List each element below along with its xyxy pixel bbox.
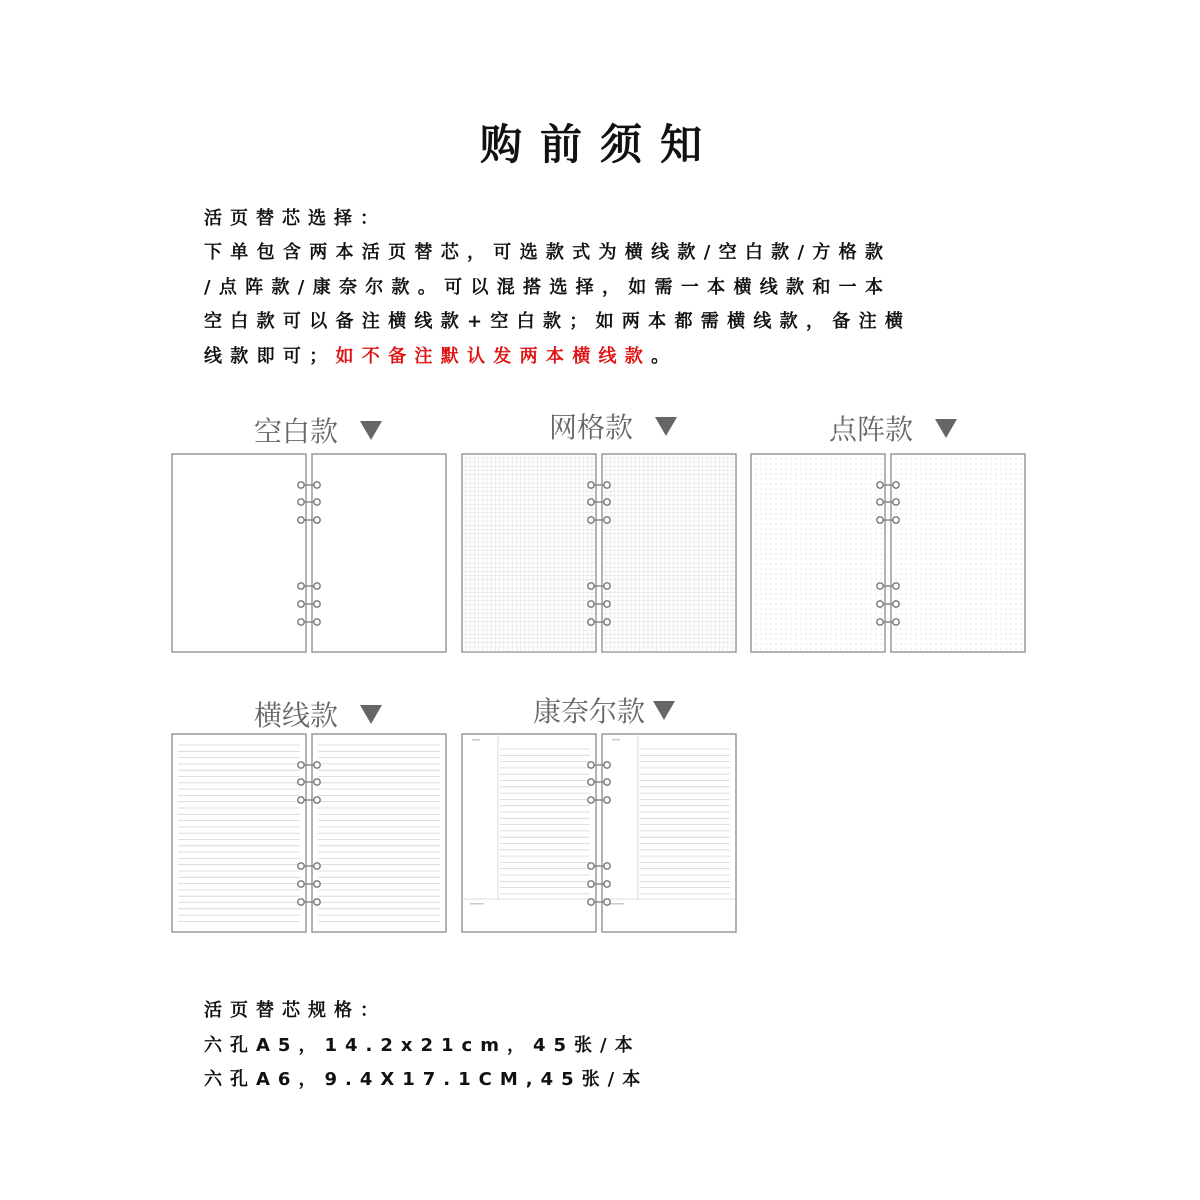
style-name: 康奈尔款 xyxy=(533,695,646,728)
refill-choice-text xyxy=(204,236,964,374)
binder-ring xyxy=(588,797,594,803)
left-page xyxy=(462,734,596,932)
binder-ring xyxy=(588,583,594,589)
binder-ring xyxy=(298,779,304,785)
style-caption-grid xyxy=(549,406,677,446)
binder-ring xyxy=(298,601,304,607)
binder-ring xyxy=(604,583,610,589)
binder-ring xyxy=(604,881,610,887)
refill-choice-line: 空白款可以备注横线款+空白款；如两本都需横线款，备注横 xyxy=(204,311,912,332)
down-triangle-icon xyxy=(655,417,677,436)
binder-ring xyxy=(604,779,610,785)
binder-ring xyxy=(604,601,610,607)
binder-ring xyxy=(893,499,899,505)
binder-ring xyxy=(314,499,320,505)
binder-ring xyxy=(588,482,594,488)
binder-ring xyxy=(298,881,304,887)
binder-ring xyxy=(588,517,594,523)
down-triangle-icon xyxy=(653,701,675,720)
blank-refill-preview xyxy=(171,453,447,653)
style-name: 网格款 xyxy=(549,411,634,444)
binder-ring xyxy=(604,797,610,803)
down-triangle-icon xyxy=(935,419,957,438)
binder-ring xyxy=(893,517,899,523)
spec-a5: 六孔A5，14.2x21cm，45张/本 xyxy=(204,1035,641,1056)
binder-ring xyxy=(604,499,610,505)
binder-ring xyxy=(298,863,304,869)
binder-ring xyxy=(877,517,883,523)
down-triangle-icon xyxy=(360,421,382,440)
binder-ring xyxy=(588,619,594,625)
style-caption-blank xyxy=(254,410,382,450)
page-pattern xyxy=(463,455,595,651)
binder-ring xyxy=(893,619,899,625)
refill-choice-last-line xyxy=(204,340,964,375)
refill-choice-label: 活页替芯选择： xyxy=(204,208,386,229)
binder-ring xyxy=(588,881,594,887)
binder-ring xyxy=(298,899,304,905)
binder-ring xyxy=(877,601,883,607)
binder-ring xyxy=(314,797,320,803)
binder-ring xyxy=(314,881,320,887)
refill-choice-ending: 。 xyxy=(651,345,678,367)
page-title: 购前须知 xyxy=(479,120,720,169)
binder-ring xyxy=(314,762,320,768)
binder-ring xyxy=(588,863,594,869)
binder-ring xyxy=(314,517,320,523)
binder-ring xyxy=(588,899,594,905)
binder-ring xyxy=(314,779,320,785)
binder-ring xyxy=(604,619,610,625)
style-caption-lined xyxy=(254,694,382,734)
style-name: 点阵款 xyxy=(829,413,914,446)
binder-ring xyxy=(314,601,320,607)
binder-ring xyxy=(604,899,610,905)
page-pattern xyxy=(603,455,735,651)
binder-ring xyxy=(588,779,594,785)
spec-a6: 六孔A6，9.4X17.1CM,45张/本 xyxy=(204,1069,649,1090)
binder-ring xyxy=(877,583,883,589)
style-name: 横线款 xyxy=(254,699,339,732)
binder-ring xyxy=(893,601,899,607)
style-caption-cornell xyxy=(533,690,675,730)
binder-ring xyxy=(298,482,304,488)
binder-ring xyxy=(298,583,304,589)
binder-ring xyxy=(588,762,594,768)
binder-ring xyxy=(893,583,899,589)
binder-ring xyxy=(314,583,320,589)
refill-choice-line: /点阵款/康奈尔款。可以混搭选择，如需一本横线款和一本 xyxy=(204,276,892,298)
cornell-refill-preview xyxy=(461,733,737,933)
binder-ring xyxy=(604,863,610,869)
binder-ring xyxy=(877,482,883,488)
refill-spec-label: 活页替芯规格： xyxy=(204,1000,386,1021)
down-triangle-icon xyxy=(360,705,382,724)
dot-refill-preview xyxy=(750,453,1026,653)
binder-ring xyxy=(604,482,610,488)
binder-ring xyxy=(298,517,304,523)
binder-ring xyxy=(604,517,610,523)
grid-refill-preview xyxy=(461,453,737,653)
refill-choice-line: 下单包含两本活页替芯，可选款式为横线款/空白款/方格款 xyxy=(204,242,892,263)
right-page xyxy=(312,454,446,652)
binder-ring xyxy=(314,899,320,905)
binder-ring xyxy=(604,762,610,768)
binder-ring xyxy=(588,499,594,505)
style-name: 空白款 xyxy=(254,415,339,448)
style-caption-dot xyxy=(829,408,957,448)
binder-ring xyxy=(314,863,320,869)
binder-ring xyxy=(877,499,883,505)
left-page xyxy=(172,454,306,652)
default-note-highlight: 如不备注默认发两本横线款 xyxy=(335,345,652,367)
binder-ring xyxy=(314,619,320,625)
binder-ring xyxy=(298,762,304,768)
binder-ring xyxy=(298,619,304,625)
refill-choice-line: 线款即可； xyxy=(204,345,336,367)
binder-ring xyxy=(588,601,594,607)
binder-ring xyxy=(893,482,899,488)
binder-ring xyxy=(298,499,304,505)
binder-ring xyxy=(298,797,304,803)
lined-refill-preview xyxy=(171,733,447,933)
binder-ring xyxy=(877,619,883,625)
right-page xyxy=(602,734,736,932)
binder-ring xyxy=(314,482,320,488)
